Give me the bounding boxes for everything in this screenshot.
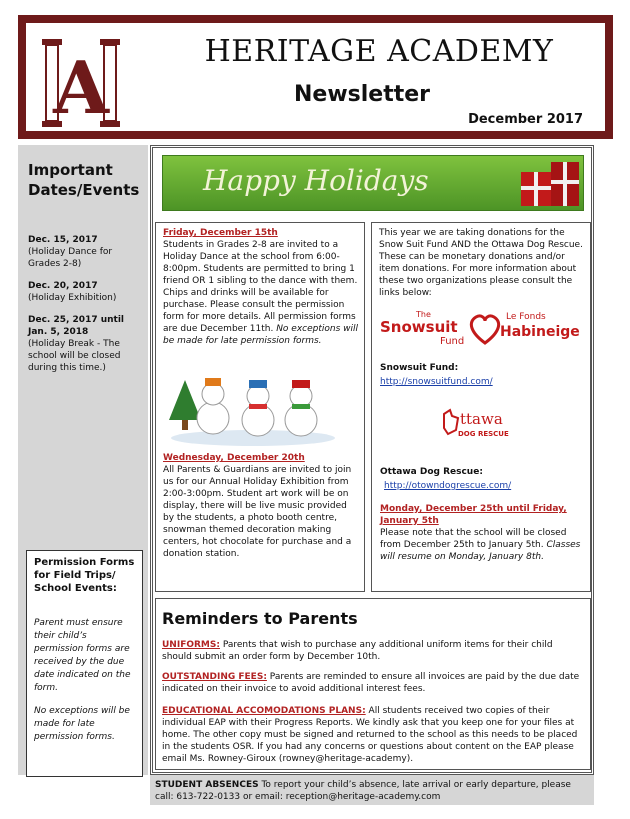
reminder-text: All students received two copies of their individual EAP with their Progress Reports. We kindly ask that you keep one for your files at home. The other copy must be signed and returned to the school as this needs to be placed in the students OSR. If you had any concerns or questions about content on the EAP please email Ms. Rowney-Giroux (rowney@heritage-academy). xyxy=(162,706,578,764)
happy-holidays-banner xyxy=(162,155,584,211)
event-item xyxy=(28,314,146,374)
holiday-break-section xyxy=(380,503,585,563)
dance-note: No exceptions will be made for late permission forms. xyxy=(163,324,359,346)
snowsuit-label: Snowsuit Fund: xyxy=(380,363,459,373)
snowsuit-logo-name: Snowsuit xyxy=(380,318,458,336)
event-date: Dec. 20, 2017 xyxy=(28,281,98,291)
ottawa-logo-sub: DOG RESCUE xyxy=(458,430,509,438)
snowmen-illustration xyxy=(163,360,343,448)
permission-note: Parent must ensure their child’s permission forms are received by the due date indicated on the form. xyxy=(34,618,131,693)
ottawa-link[interactable]: http://otowndogrescue.com/ xyxy=(384,481,512,491)
absence-text: To report your child’s absence, late arrival or early departure, please call: 613-722-0133 or email: reception@heritage-academy.com xyxy=(155,780,571,802)
event-date: Dec. 15, 2017 xyxy=(28,235,98,245)
ottawa-dog-rescue-logo xyxy=(440,408,530,444)
exhibition-section xyxy=(163,452,359,560)
permission-text xyxy=(34,617,138,754)
reminder-text: Parents that wish to purchase any additional uniform items for their child should submit an order form by December 10th. xyxy=(162,640,553,662)
dance-text: Students in Grades 2-8 are invited to a Holiday Dance at the school from 6:00-8:00pm. Students are permitted to bring 1 friend OR 1 sibling to the dance with them. Chips and drinks will be available for purchase. Please consult the permission form for more details. All permission forms are due December 11th. xyxy=(163,240,358,334)
event-detail: (Holiday Exhibition) xyxy=(28,293,117,303)
break-note: Classes will resume on Monday, January 8th. xyxy=(380,540,581,562)
dance-section xyxy=(163,227,359,347)
newsletter-title: Newsletter xyxy=(293,82,431,107)
reminder-label: UNIFORMS: xyxy=(162,640,220,650)
reminder-item xyxy=(162,639,582,663)
snowsuit-logo-fr2: Habineige xyxy=(500,324,580,340)
permission-note: No exceptions will be made for late permission forms. xyxy=(34,706,130,742)
reminder-item xyxy=(162,705,582,765)
event-item xyxy=(28,280,146,304)
ottawa-label: Ottawa Dog Rescue: xyxy=(380,467,483,477)
school-name: HERITAGE ACADEMY xyxy=(204,34,554,69)
reminder-item xyxy=(162,671,582,695)
snowsuit-logo-the: The xyxy=(416,310,431,319)
reminders-title: Reminders to Parents xyxy=(162,609,358,628)
dates-heading: Important Dates/Events xyxy=(28,161,140,199)
event-date: Dec. 25, 2017 until Jan. 5, 2018 xyxy=(28,315,125,337)
reminder-label: OUTSTANDING FEES: xyxy=(162,672,267,682)
logo-letter: A xyxy=(53,45,109,130)
dance-heading: Friday, December 15th xyxy=(163,228,278,238)
reminder-label: EDUCATIONAL ACCOMODATIONS PLANS: xyxy=(162,706,366,716)
snowsuit-logo-fund: Fund xyxy=(440,336,465,347)
gift-icon xyxy=(515,156,583,210)
heart-icon xyxy=(468,312,502,346)
event-item xyxy=(28,234,146,270)
exhibition-text: All Parents & Guardians are invited to join us for our Annual Holiday Exhibition from 2:00-3:00pm. Student art work will be on display, there will be live music provided by the students, a photo booth centre, snowman themed decoration making centers, hot chocolate for purchase and a donation station. xyxy=(163,465,352,559)
academy-logo xyxy=(18,15,145,139)
reminder-text: Parents are reminded to ensure all invoices are paid by the due date indicated on their invoice to avoid additional interest fees. xyxy=(162,672,580,694)
donation-intro: This year we are taking donations for the Snow Suit Fund AND the Ottawa Dog Rescue. These can be monetary donations and/or item donations. For more information about these two organizations please consult the links below: xyxy=(379,228,583,298)
event-list xyxy=(28,234,146,384)
banner-text: Happy Holidays xyxy=(203,164,429,197)
event-detail: (Holiday Dance for Grades 2-8) xyxy=(28,247,113,269)
break-text: Please note that the school will be closed from December 25th to January 5th. xyxy=(380,528,567,550)
break-heading: Monday, December 25th until Friday, January 5th xyxy=(380,504,567,526)
snowsuit-logo-fr1: Le Fonds xyxy=(506,312,546,322)
ottawa-logo-name: ttawa xyxy=(460,410,503,428)
event-detail: (Holiday Break - The school will be closed during this time.) xyxy=(28,339,121,373)
absence-label: STUDENT ABSENCES xyxy=(155,780,259,790)
snowsuit-fund-logo xyxy=(380,310,585,356)
absence-note xyxy=(155,779,591,803)
permission-title: Permission Forms for Field Trips/ School Events: xyxy=(34,557,135,594)
issue-date: December 2017 xyxy=(468,112,583,127)
exhibition-heading: Wednesday, December 20th xyxy=(163,453,305,463)
snowsuit-link[interactable]: http://snowsuitfund.com/ xyxy=(380,377,493,387)
